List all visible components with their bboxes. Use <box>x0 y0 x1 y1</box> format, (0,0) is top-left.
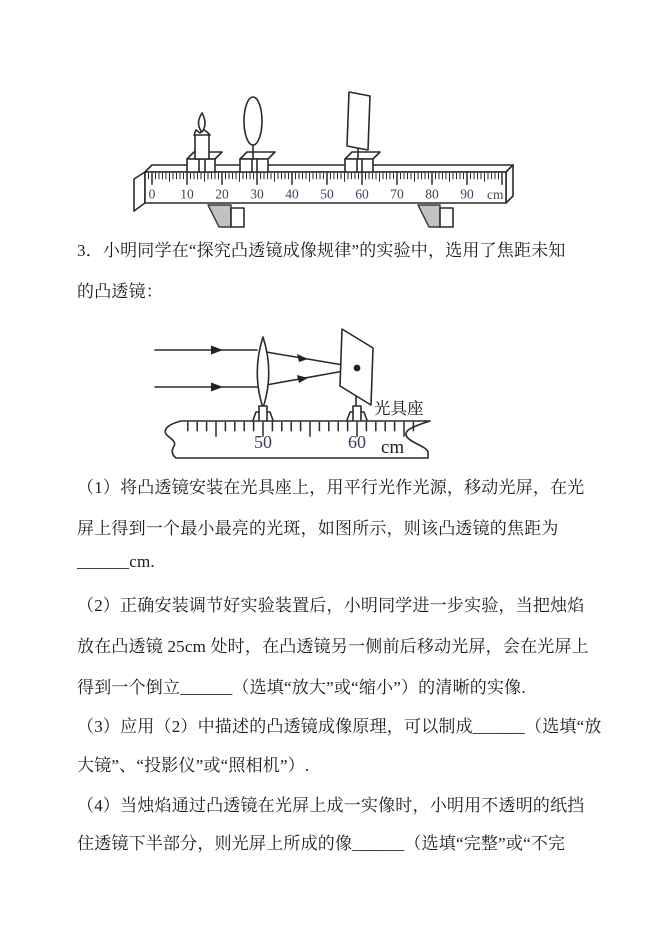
ray-arrow <box>297 375 308 383</box>
bench-foot-left <box>208 205 244 227</box>
part4-line-2: 住透镜下半部分，则光屏上所成的像______（选填“完整”或“不完 <box>77 834 566 853</box>
foot-block <box>231 208 244 227</box>
question3-line-2: 的凸透镜： <box>77 282 163 301</box>
bench-unit-label: cm <box>487 187 504 202</box>
question3-line-1: 3．小明同学在“探究凸透镜成像规律”的实验中，选用了焦距未知 <box>77 241 566 260</box>
part1-line-1: （1）将凸透镜安装在光具座上，用平行光作光源，移动光屏，在光 <box>77 478 585 497</box>
bench-right-end <box>506 165 513 203</box>
optical-bench-ruler <box>165 421 430 458</box>
ruler-unit-label: cm <box>381 437 405 458</box>
bench-scale-number: 90 <box>460 186 474 202</box>
bench-scale-number: 20 <box>215 186 229 202</box>
lens-position-label: 50 <box>254 432 272 452</box>
screen-position-label: 60 <box>348 432 366 452</box>
foot-wedge <box>418 205 440 227</box>
part1-line-2: 屏上得到一个最小最亮的光斑，如图所示，则该凸透镜的焦距为 <box>77 519 559 538</box>
part4-line-1: （4）当烛焰通过凸透镜在光屏上成一实像时，小明用不透明的纸挡 <box>77 796 585 815</box>
light-spot <box>354 365 361 372</box>
bench-scale-number: 30 <box>250 186 264 202</box>
bench-scale-number: 80 <box>425 186 439 202</box>
ray-arrow <box>211 383 223 392</box>
bench-scale-number: 10 <box>180 186 194 202</box>
part3-line-2: 大镜”、“投影仪”或“照相机”）. <box>77 756 310 775</box>
bench-name-label: 光具座 <box>374 399 424 418</box>
foot-wedge <box>208 205 231 227</box>
convex-lens <box>257 337 269 408</box>
bench-foot-right <box>418 205 453 227</box>
part2-line-1: （2）正确安装调节好实验装置后，小明同学进一步实验，当把烛焰 <box>77 596 585 615</box>
convex-lens <box>244 97 262 159</box>
bench-scale-number: 50 <box>320 186 334 202</box>
light-screen <box>347 92 370 159</box>
screen-with-spot <box>340 329 373 406</box>
focal-length-figure <box>130 318 475 466</box>
part2-line-2: 放在凸透镜 25cm 处时，在凸透镜另一侧前后移动光屏，会在光屏上 <box>77 637 589 656</box>
foot-block <box>440 208 453 227</box>
ray-arrow <box>211 346 223 355</box>
bench-left-end <box>134 172 145 211</box>
part1-line-3: ______cm. <box>77 552 155 571</box>
part2-line-3: 得到一个倒立______（选填“放大”或“缩小”）的清晰的实像. <box>77 678 526 697</box>
bench-scale-number: 70 <box>390 186 404 202</box>
part3-line-1: （3）应用（2）中描述的凸透镜成像原理，可以制成______（选填“放 <box>77 717 602 736</box>
bench-scale-number: 40 <box>285 186 299 202</box>
candle <box>194 113 210 159</box>
bench-scale-number: 0 <box>148 186 156 202</box>
optical-bench-figure <box>128 88 528 233</box>
bench-scale-number: 60 <box>355 186 369 202</box>
candle-flame <box>199 113 206 132</box>
parallel-rays <box>155 346 257 392</box>
